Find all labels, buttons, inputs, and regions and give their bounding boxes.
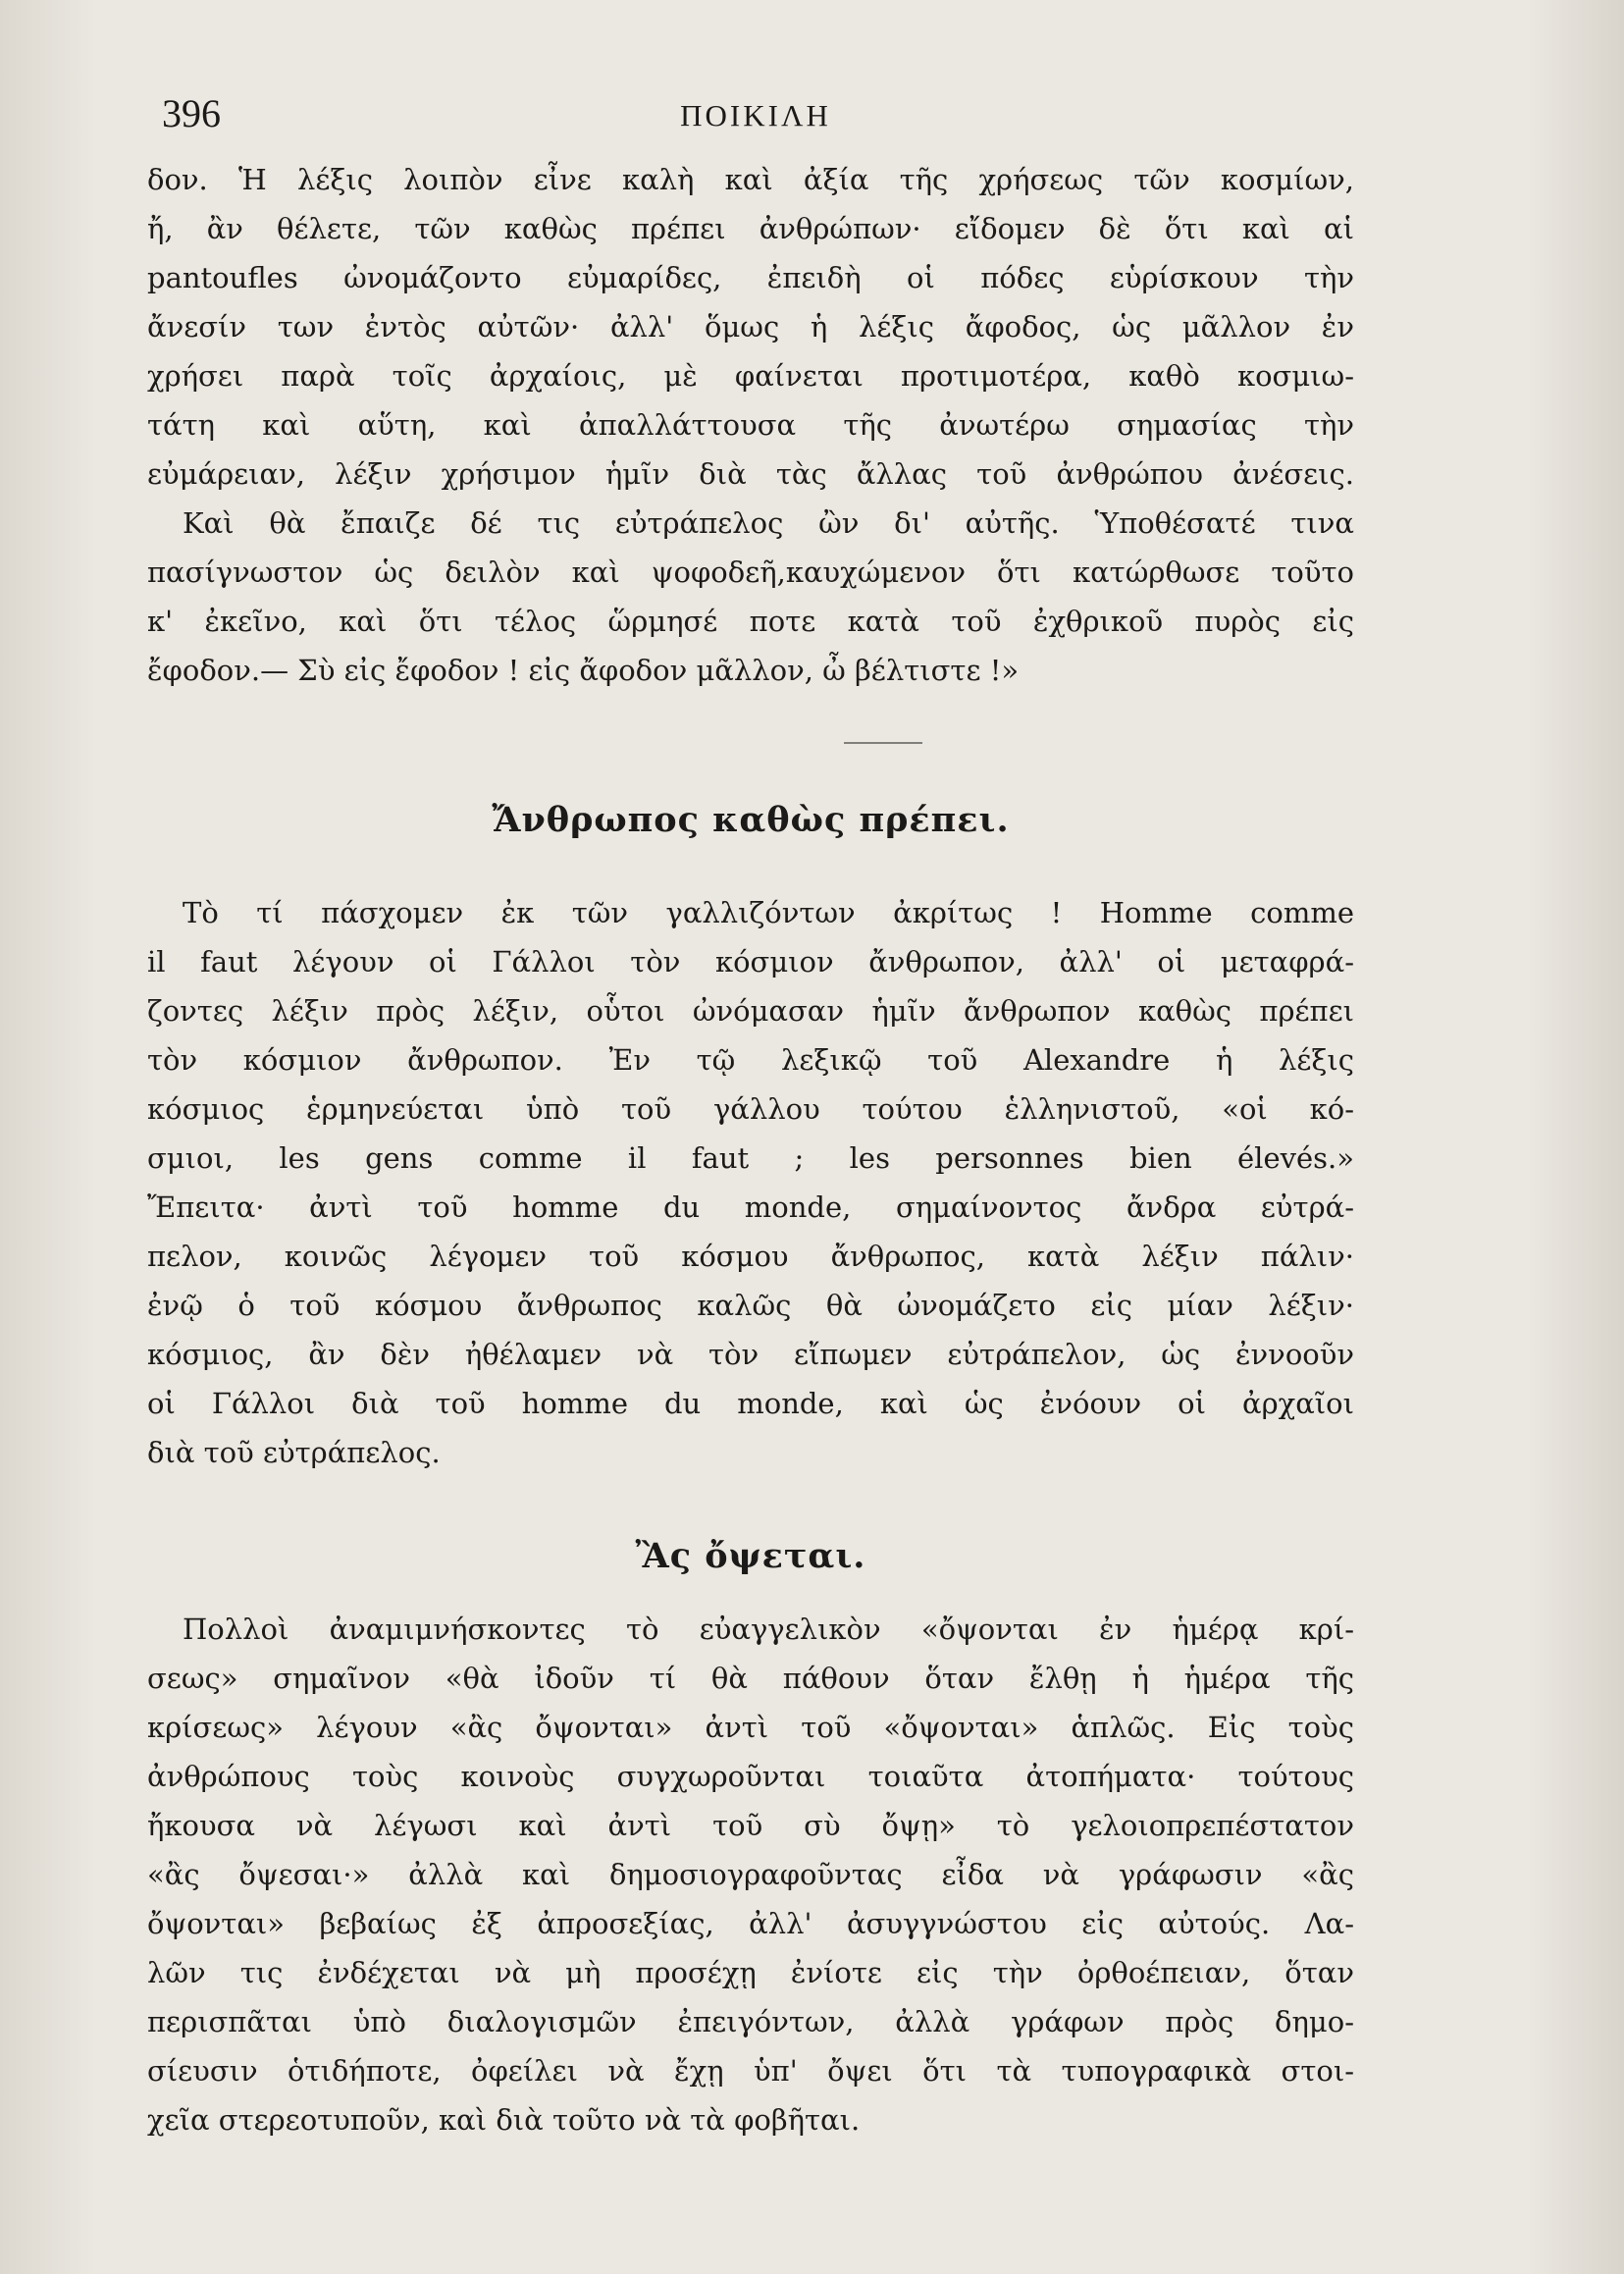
text-line: διὰ τοῦ εὐτράπελος. [147, 1436, 441, 1469]
text-line: οἱ Γάλλοι διὰ τοῦ homme du monde, καὶ ὡς ἐνόουν οἱ ἀρχαῖοι [147, 1387, 1354, 1420]
section-2-heading: Ἄνθρωπος καθὼς πρέπει. [492, 800, 1010, 840]
text-line: ἤ, ἂν θέλετε, τῶν καθὼς πρέπει ἀνθρώπων· εἴδομεν δὲ ὅτι καὶ αἱ [147, 212, 1354, 245]
text-line: λῶν τις ἐνδέχεται νὰ μὴ προσέχῃ ἐνίοτε εἰς τὴν ὀρθοέπειαν, ὅταν [147, 1956, 1354, 1989]
text-line: εὐμάρειαν, λέξιν χρήσιμον ἡμῖν διὰ τὰς ἄλλας τοῦ ἀνθρώπου ἀνέσεις. [147, 457, 1354, 491]
section-2-text [147, 888, 1354, 1477]
text-line: «ἂς ὄψεσαι·» ἀλλὰ καὶ δημοσιογραφοῦντας εἶδα νὰ γράφωσιν «ἂς [147, 1858, 1354, 1891]
section-divider [844, 742, 922, 744]
text-line: ἄνεσίν των ἐντὸς αὐτῶν· ἀλλ' ὅμως ἡ λέξις ἄφοδος, ὡς μᾶλλον ἐν [147, 310, 1354, 344]
text-line: πασίγνωστον ὡς δειλὸν καὶ ψοφοδεῆ,καυχώμενον ὅτι κατώρθωσε τοῦτο [147, 555, 1354, 589]
text-line: πελον, κοινῶς λέγομεν τοῦ κόσμου ἄνθρωπος, κατὰ λέξιν πάλιν· [147, 1240, 1354, 1273]
text-line: τὸν κόσμιον ἄνθρωπον. Ἐν τῷ λεξικῷ τοῦ Alexandre ἡ λέξις [147, 1043, 1354, 1077]
text-line: κόσμιος ἑρμηνεύεται ὑπὸ τοῦ γάλλου τούτου ἑλληνιστοῦ, «οἱ κό- [147, 1092, 1354, 1126]
text-line: ἀνθρώπους τοὺς κοινοὺς συγχωροῦνται τοιαῦτα ἀτοπήματα· τούτους [147, 1760, 1354, 1793]
text-line: κρίσεως» λέγουν «ἂς ὄψονται» ἀντὶ τοῦ «ὄψονται» ἁπλῶς. Εἰς τοὺς [147, 1711, 1354, 1744]
text-line: χεῖα στερεοτυποῦν, καὶ διὰ τοῦτο νὰ τὰ φοβῆται. [147, 2103, 861, 2137]
text-line: ἐνῷ ὁ τοῦ κόσμου ἄνθρωπος καλῶς θὰ ὠνομάζετο εἰς μίαν λέξιν· [147, 1289, 1354, 1322]
text-line: Καὶ θὰ ἔπαιζε δέ τις εὐτράπελος ὢν δι' αὐτῆς. Ὑποθέσατέ τινα [183, 506, 1354, 540]
text-line: κ' ἐκεῖνο, καὶ ὅτι τέλος ὥρμησέ ποτε κατὰ τοῦ ἐχθρικοῦ πυρὸς εἰς [147, 605, 1354, 638]
text-line: τάτη καὶ αὕτη, καὶ ἀπαλλάττουσα τῆς ἀνωτέρω σημασίας τὴν [147, 408, 1354, 442]
page-number: 396 [162, 91, 221, 135]
text-line: Τὸ τί πάσχομεν ἐκ τῶν γαλλιζόντων ἀκρίτως ! Homme comme [183, 896, 1354, 929]
text-line: ζοντες λέξιν πρὸς λέξιν, οὗτοι ὠνόμασαν ἡμῖν ἄνθρωπον καθὼς πρέπει [147, 994, 1354, 1028]
text-line: ἤκουσα νὰ λέγωσι καὶ ἀντὶ τοῦ σὺ ὄψῃ» τὸ γελοιοπρεπέστατον [147, 1809, 1354, 1842]
section-3-heading: Ἂς ὄψεται. [635, 1536, 866, 1576]
text-line: pantoufles ὠνομάζοντο εὐμαρίδες, ἐπειδὴ οἱ πόδες εὑρίσκουν τὴν [147, 261, 1354, 294]
page-header [162, 90, 1349, 149]
text-line: χρήσει παρὰ τοῖς ἀρχαίοις, μὲ φαίνεται προτιμοτέρα, καθὸ κοσμιω- [147, 359, 1354, 393]
text-line: ὄψονται» βεβαίως ἐξ ἀπροσεξίας, ἀλλ' ἀσυγγνώστου εἰς αὐτούς. Λα- [147, 1907, 1354, 1940]
text-line: σίευσιν ὁτιδήποτε, ὀφείλει νὰ ἔχῃ ὑπ' ὄψει ὅτι τὰ τυπογραφικὰ στοι- [147, 2054, 1354, 2088]
text-line: δον. Ἡ λέξις λοιπὸν εἶνε καλὴ καὶ ἀξία τῆς χρήσεως τῶν κοσμίων, [147, 163, 1354, 196]
text-line: σεως» σημαῖνον «θὰ ἰδοῦν τί θὰ πάθουν ὅταν ἔλθῃ ἡ ἡμέρα τῆς [147, 1662, 1354, 1695]
text-line: κόσμιος, ἂν δὲν ἠθέλαμεν νὰ τὸν εἴπωμεν εὐτράπελον, ὡς ἐννοοῦν [147, 1338, 1354, 1371]
running-head: ΠΟΙΚΙΛΗ [680, 98, 831, 132]
text-line: Πολλοὶ ἀναμιμνήσκοντες τὸ εὐαγγελικὸν «ὄψονται ἐν ἡμέρᾳ κρί- [183, 1613, 1354, 1646]
text-line: σμιοι, les gens comme il faut ; les personnes bien élevés.» [147, 1141, 1354, 1175]
text-line: Ἔπειτα· ἀντὶ τοῦ homme du monde, σημαίνοντος ἄνδρα εὐτρά- [147, 1190, 1354, 1224]
text-line: il faut λέγουν οἱ Γάλλοι τὸν κόσμιον ἄνθρωπον, ἀλλ' οἱ μεταφρά- [147, 945, 1354, 978]
section-1-text [147, 155, 1354, 695]
text-line: περισπᾶται ὑπὸ διαλογισμῶν ἐπειγόντων, ἀλλὰ γράφων πρὸς δημο- [147, 2005, 1354, 2038]
section-3-text [147, 1605, 1354, 2144]
text-line: ἔφοδον.— Σὺ εἰς ἔφοδον ! εἰς ἄφοδον μᾶλλον, ὦ βέλτιστε !» [147, 654, 1020, 687]
